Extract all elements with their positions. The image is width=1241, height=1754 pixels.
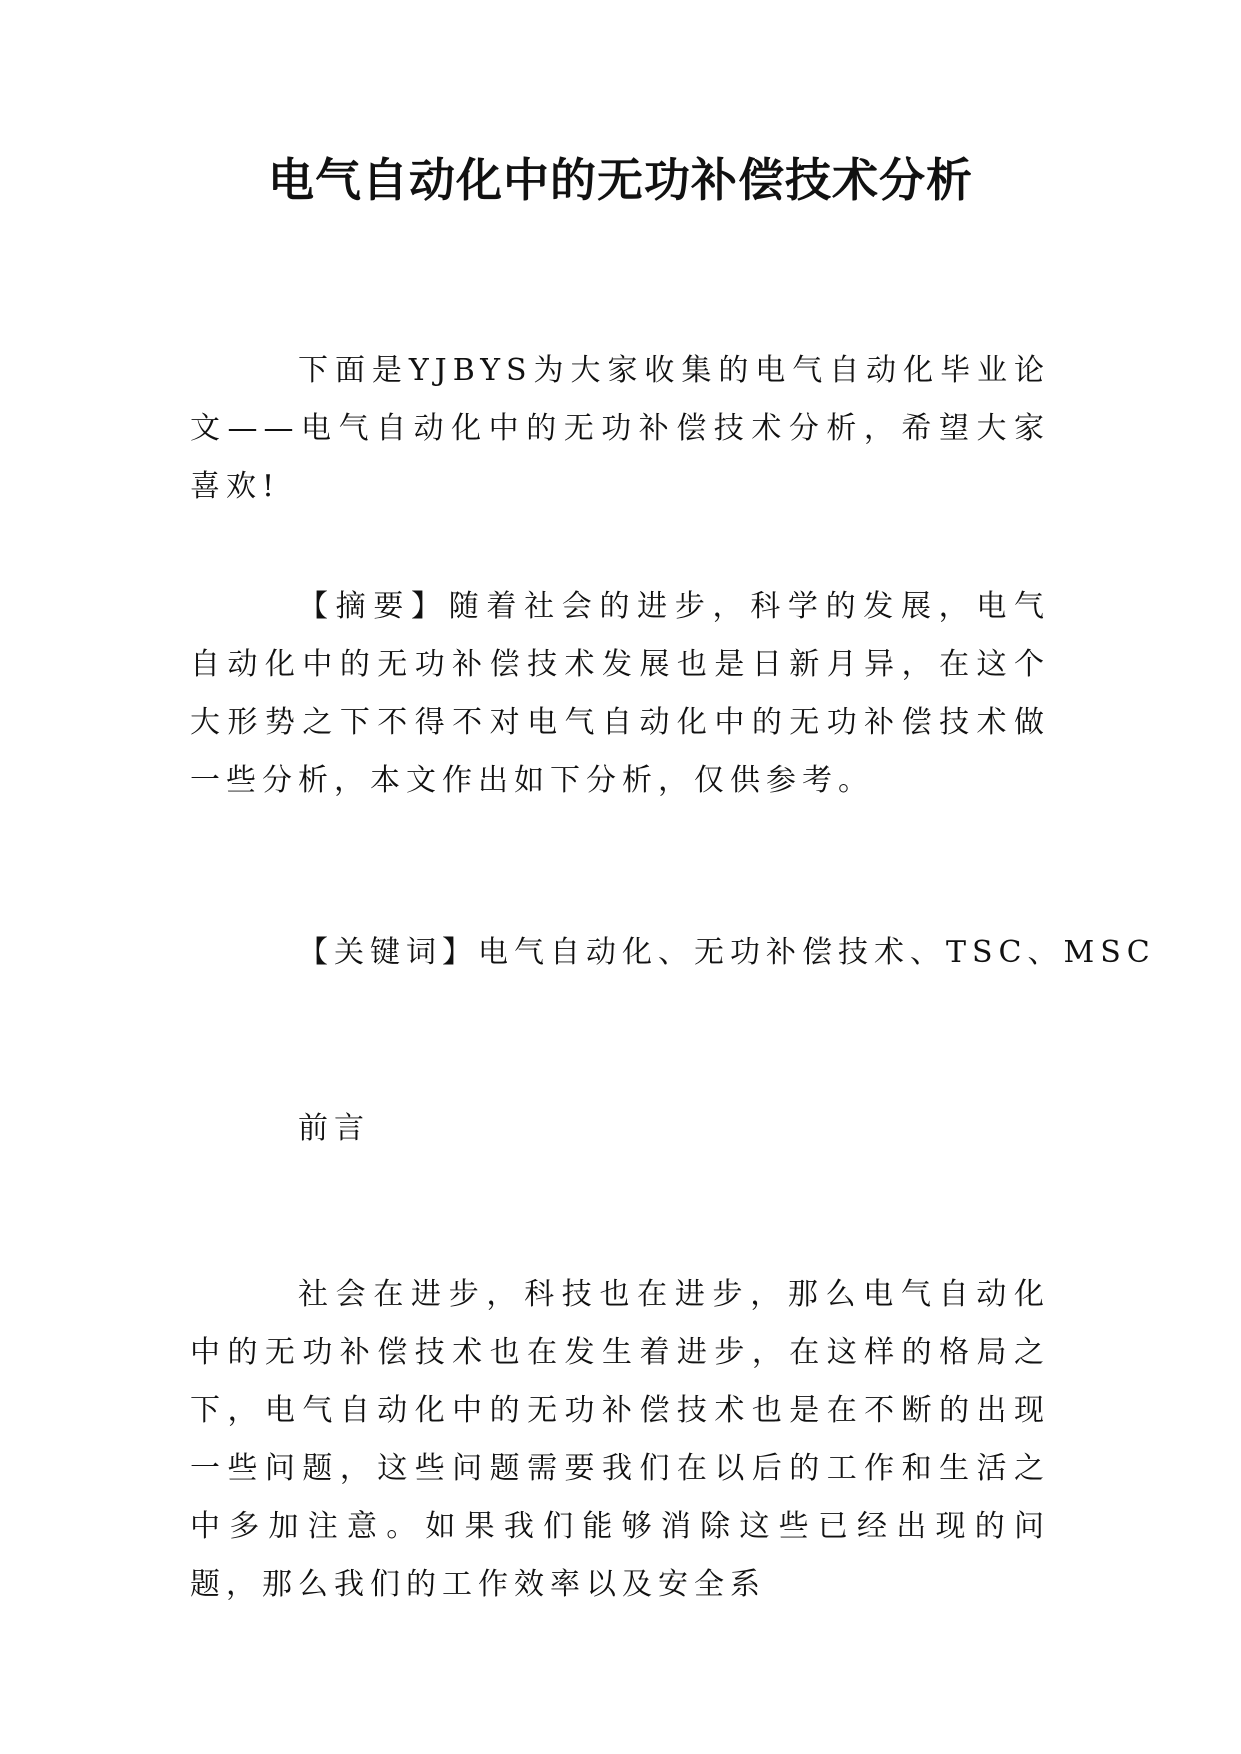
document-title: 电气自动化中的无功补偿技术分析: [268, 153, 973, 207]
keywords-paragraph: 【关键词】电气自动化、无功补偿技术、TSC、MSC: [298, 935, 1156, 970]
intro-paragraph: 下面是YJBYS为大家收集的电气自动化毕业论文——电气自动化中的无功补偿技术分析，希望大家喜欢!: [190, 353, 1050, 504]
preface-heading: 前言: [298, 1111, 370, 1146]
abstract-paragraph: 【摘要】随着社会的进步，科学的发展，电气自动化中的无功补偿技术发展也是日新月异，在这个大形势之下不得不对电气自动化中的无功补偿技术做一些分析，本文作出如下分析，仅供参考。: [190, 589, 1050, 798]
body-paragraph: 社会在进步，科技也在进步，那么电气自动化中的无功补偿技术也在发生着进步，在这样的格局之下，电气自动化中的无功补偿技术也是在不断的出现一些问题，这些问题需要我们在以后的工作和生活之中多加注意。如果我们能够消除这些已经出现的问题，那么我们的工作效率以及安全系: [190, 1277, 1050, 1602]
